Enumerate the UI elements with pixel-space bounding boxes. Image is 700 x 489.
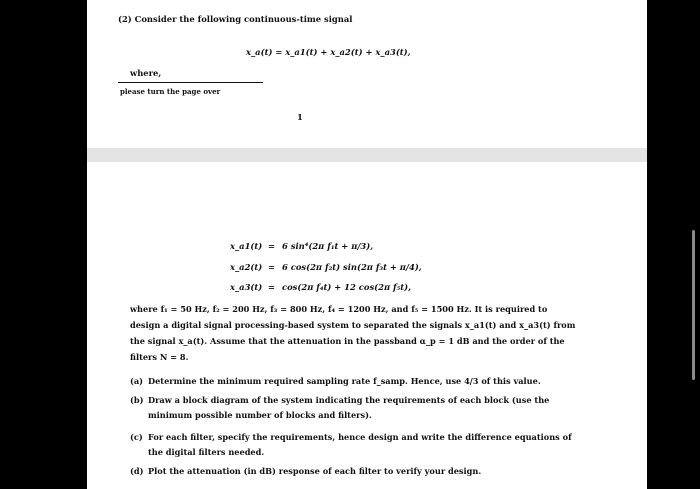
equation-1-equals: = xyxy=(268,241,276,251)
part-b-label: (b) xyxy=(130,395,144,405)
main-equation: x_a(t) = x_a1(t) + x_a2(t) + x_a3(t), xyxy=(246,47,411,57)
equation-1-lhs: x_a1(t) xyxy=(230,241,263,251)
footnote: please turn the page over xyxy=(120,87,221,96)
description-line-1: where f₁ = 50 Hz, f₂ = 200 Hz, f₃ = 800 Hz, f₄ = 1200 Hz, and f₅ = 1500 Hz. It is required to xyxy=(130,304,548,314)
question-header: (2) Consider the following continuous-time signal xyxy=(118,14,353,24)
scrollbar[interactable] xyxy=(692,230,695,380)
equation-3-equals: = xyxy=(268,282,276,292)
equation-3-rhs: cos(2π f₄t) + 12 cos(2π f₅t), xyxy=(282,282,412,292)
description-line-4: filters N = 8. xyxy=(130,352,189,362)
part-c-line-1: For each filter, specify the requirements, hence design and write the difference equations of xyxy=(148,432,572,442)
equation-3-lhs: x_a3(t) xyxy=(230,282,263,292)
part-b-line-1: Draw a block diagram of the system indicating the requirements of each block (use the xyxy=(148,395,550,405)
part-d-label: (d) xyxy=(130,466,144,476)
description-line-3: the signal x_a(t). Assume that the attenuation in the passband α_p = 1 dB and the order of the xyxy=(130,336,565,346)
where-label: where, xyxy=(130,68,162,78)
part-d-line-1: Plot the attenuation (in dB) response of each filter to verify your design. xyxy=(148,466,482,476)
part-b-line-2: minimum possible number of blocks and filters). xyxy=(148,410,372,420)
equation-2-equals: = xyxy=(268,262,276,272)
page-number: 1 xyxy=(297,112,303,122)
home-indicator[interactable] xyxy=(257,480,443,485)
part-a-label: (a) xyxy=(130,376,144,386)
page-gap xyxy=(87,148,647,162)
equation-2-lhs: x_a2(t) xyxy=(230,262,263,272)
footnote-rule xyxy=(118,82,263,83)
part-c-label: (c) xyxy=(130,432,143,442)
part-a-line-1: Determine the minimum required sampling rate f_samp. Hence, use 4/3 of this value. xyxy=(148,376,541,386)
part-c-line-2: the digital filters needed. xyxy=(148,447,265,457)
description-line-2: design a digital signal processing-based system to separated the signals x_a1(t) and x_a3(t) from xyxy=(130,320,576,330)
equation-2-rhs: 6 cos(2π f₂t) sin(2π f₃t + π/4), xyxy=(282,262,422,272)
equation-1-rhs: 6 sin⁴(2π f₁t + π/3), xyxy=(282,241,374,251)
